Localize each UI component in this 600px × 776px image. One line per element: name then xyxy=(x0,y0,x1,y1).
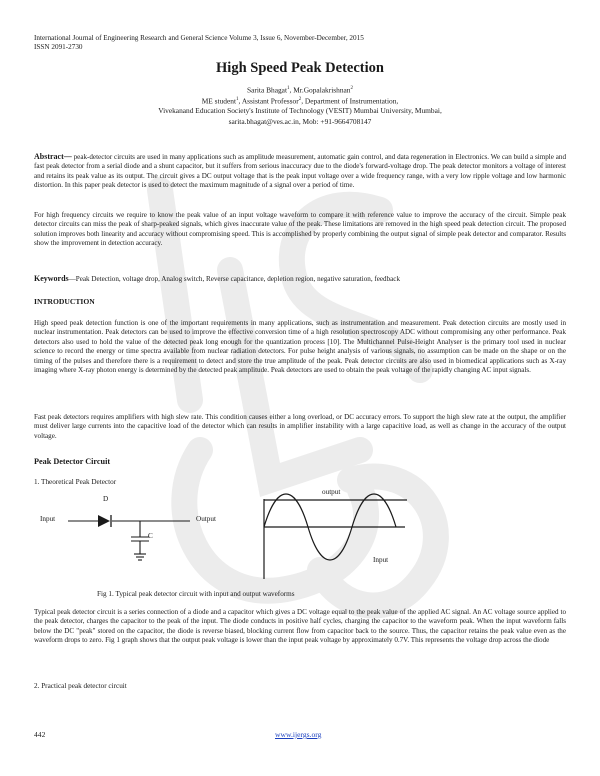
author-names: Sarita Bhagat$^1$, Mr.Gopalakrishnan$^2$ xyxy=(247,85,353,95)
author-roles: ME student$^1$, Assistant Professor$^2$, Department of Instrumentation, xyxy=(201,96,399,106)
paper-title: High Speed Peak Detection xyxy=(216,60,384,76)
diode-icon xyxy=(98,515,111,527)
journal-header: International Journal of Engineering Research and General Science Volume 3, Issue 6, November-December, 2015 xyxy=(34,34,364,42)
author-institute: Vivekanand Education Society's Institute of Technology (VESIT) Mumbai University, Mumbai, xyxy=(158,106,442,115)
peak-detector-paragraph: Typical peak detector circuit is a series connection of a diode and a capacitor which gives a DC voltage equal to the peak value of the applied AC signal. An AC voltage source applied to the peak detector, charges the capacitor to the peak of the input. The diode conducts in positive half cycles, charging the capacitor to the waveform peak. When the input waveform falls below the DC "peak" stored on the capacitor, the diode is reverse biased, blocking current flow from capacitor back to the source. Thus, the capacitor retains the peak value even as the waveform drops to zero. Fig 1 graph shows that the output peak voltage is lower than the input peak voltage by approximately 0.7V. This represents the voltage drop across the diode xyxy=(34,608,566,645)
waveform-output-label: output xyxy=(322,488,341,496)
issn: ISSN 2091-2730 xyxy=(34,43,83,51)
figure-caption: Fig 1. Typical peak detector circuit with input and output waveforms xyxy=(97,590,295,598)
intro-paragraph-2: Fast peak detectors requires amplifiers with high slew rate. This condition causes either a long overload, or DC accuracy errors. To support the high slew rate at the output, the amplifier must deliver large currents into the capacitive load of the detector which can results in amplifier instability with a large capacitive load, as well as change in the accuracy of the output voltage. xyxy=(34,413,566,440)
journal-url-link[interactable]: www.ijergs.org xyxy=(275,730,322,739)
abstract-paragraph: Abstract— peak-detector circuits are used in many applications such as amplitude measurement, automatic gain control, and data regeneration in Electronics. We can build a simple and fast peak detector from a serial diode and a shunt capacitor, but it suffers from serious inaccuracy due to the diode's forward-voltage drop. The peak detector monitors a voltage of interest and retains its peak value as its output. The circuit gives a DC output voltage that is the peak input voltage over a wide frequency range, with a very low ripple voltage and low harmonic distortion. In this paper peak detector is used to detect the maximum magnitude of a signal over a period of time. xyxy=(34,152,566,190)
section-heading-introduction: INTRODUCTION xyxy=(34,297,95,306)
keywords: Keywords—Peak Detection, voltage drop, Analog switch, Reverse capacitance, depletion region, negative saturation, feedback xyxy=(34,274,400,283)
waveform-input-label: Input xyxy=(373,556,389,564)
intro-paragraph-1: High speed peak detection function is one of the important requirements in many applications, such as instrumentation and measurement. Peak detection circuits are mostly used in nuclear instrumentation. Peak detectors can be used to improve the effective conversion time of a high resolution spectroscopy ADC without compromising any other performance. Peak detectors also used to hold the value of the detected peak long enough for the quantization process [10]. The Multichannel Pulse-Height Analyser is the primary tool used in nuclear science to record the energy or time spectra available from nuclear radiation detectors. For pulse height analysis of various signals, no assumption can be made on the shape or on the timing of the pulses and therefore there is a requirement to detect and store the true amplitude of the peak. Peak detector circuits are also used in biomedical applications such as X-ray imaging where X-ray photon energy is determined by the detected peak amplitude. Peak detectors are used to obtain the peak voltage of the rapidly changing AC input signals. xyxy=(34,319,566,375)
waveform-graph xyxy=(255,487,425,587)
subheading-practical: 2. Practical peak detector circuit xyxy=(34,682,127,690)
peak-detector-circuit xyxy=(30,488,260,578)
author-contact: sarita.bhagat@ves.ac.in, Mob: +91-9664708147 xyxy=(228,117,372,126)
page-number: 442 xyxy=(34,730,46,739)
circuit-input-label: Input xyxy=(40,515,56,523)
abstract-paragraph-2: For high frequency circuits we require to know the peak value of an input voltage waveform to compare it with reference value to improve the accuracy of the circuit. Simple peak detector circuits can miss the peak of sharp-peaked signals, which gives inaccurate value of the peak. These limitations are removed in the high speed peak detection circuit. The proposed solution improves both linearity and accuracy without compromising speed. This is accomplished by properly combining the output signal of simple peak detector and comparator. Results show the improvement in detection accuracy. xyxy=(34,211,566,248)
circuit-output-label: Output xyxy=(196,515,216,523)
subheading-theoretical: 1. Theoretical Peak Detector xyxy=(34,478,117,486)
diode-label: D xyxy=(103,495,109,503)
section-heading-peak-detector: Peak Detector Circuit xyxy=(34,457,111,466)
capacitor-label: C xyxy=(148,532,153,540)
